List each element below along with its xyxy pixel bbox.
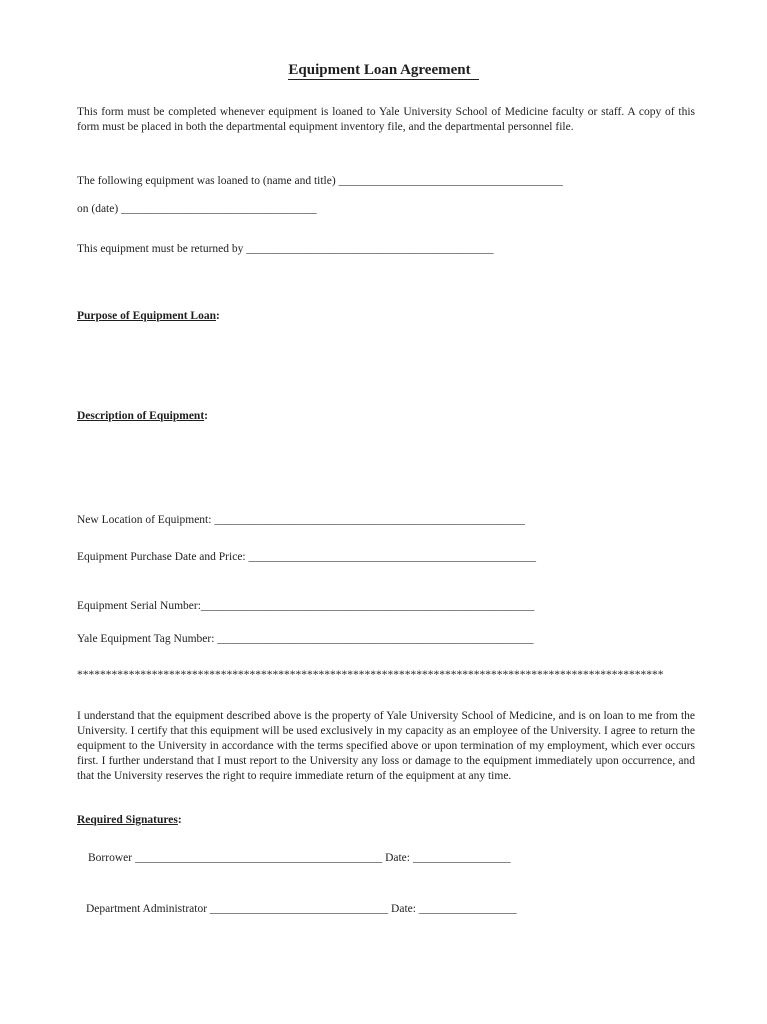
serial-number-line [77, 599, 534, 614]
required-signatures-heading-colon: : [177, 814, 182, 826]
purchase-date-price-blank: __________________________________________________ [248, 551, 536, 563]
asterisk-divider: ****************************************************************************************************** [77, 669, 664, 681]
borrower-signature-line [88, 851, 511, 866]
description-heading-text: Description of Equipment [77, 410, 205, 422]
admin-date-label: Date: [391, 903, 416, 915]
loan-date-line [77, 202, 317, 217]
borrower-date-label: Date: [385, 852, 410, 864]
borrower-signature-blank: ___________________________________________ [134, 852, 383, 864]
new-location-line [77, 513, 525, 528]
terms-paragraph: I understand that the equipment described above is the property of Yale University School of Medicine, and is on loan to me from the University. I certify that this equipment will be used exclusively in my capacity as an employee of the University. I agree to return the equipment to the University in accordance with the terms specified above or upon termination of my employment, which ever occurs first. I further understand that I must report to the University any loss or damage to the equipment immediately upon occurrence, and that the University reserves the right to require immediate return of the equipment at any time. [77, 710, 695, 782]
serial-number-blank: __________________________________________________________ [200, 600, 535, 612]
document-title [0, 61, 767, 79]
return-by-label: This equipment must be returned by [77, 243, 244, 255]
loaned-to-line [77, 174, 563, 189]
borrower-date-blank: _________________ [412, 852, 511, 864]
loan-date-label: on (date) [77, 203, 119, 215]
loan-date-blank: __________________________________ [121, 203, 317, 215]
loaned-to-label: The following equipment was loaned to (name and title) [77, 175, 336, 187]
purchase-date-price-line [77, 550, 536, 565]
description-heading-colon: : [204, 410, 208, 422]
purpose-heading-colon: : [215, 310, 220, 322]
admin-signature-blank: _______________________________ [209, 903, 389, 915]
purpose-heading-text: Purpose of Equipment Loan [77, 310, 216, 322]
tag-number-blank: _______________________________________________________ [217, 633, 534, 645]
serial-number-label: Equipment Serial Number: [77, 600, 201, 612]
tag-number-label: Yale Equipment Tag Number: [77, 633, 215, 645]
new-location-label: New Location of Equipment: [77, 514, 212, 526]
purpose-heading [77, 309, 220, 324]
return-by-blank: ___________________________________________ [246, 243, 494, 255]
tag-number-line [77, 632, 534, 647]
admin-date-blank: _________________ [418, 903, 517, 915]
borrower-label: Borrower [88, 852, 133, 864]
intro-paragraph: This form must be completed whenever equipment is loaned to Yale University School of Medicine faculty or staff. A copy of this form must be placed in both the departmental equipment inventory file, and the departmental personnel file. [77, 106, 695, 133]
admin-signature-line [86, 902, 517, 917]
document-title-text: Equipment Loan Agreement [288, 62, 478, 80]
loaned-to-blank: _______________________________________ [338, 175, 563, 187]
required-signatures-heading [77, 813, 182, 828]
return-by-line [77, 242, 494, 257]
purchase-date-price-label: Equipment Purchase Date and Price: [77, 551, 246, 563]
new-location-blank: ______________________________________________________ [214, 514, 525, 526]
required-signatures-heading-text: Required Signatures [77, 814, 178, 826]
admin-label: Department Administrator [86, 903, 208, 915]
description-heading [77, 409, 208, 424]
